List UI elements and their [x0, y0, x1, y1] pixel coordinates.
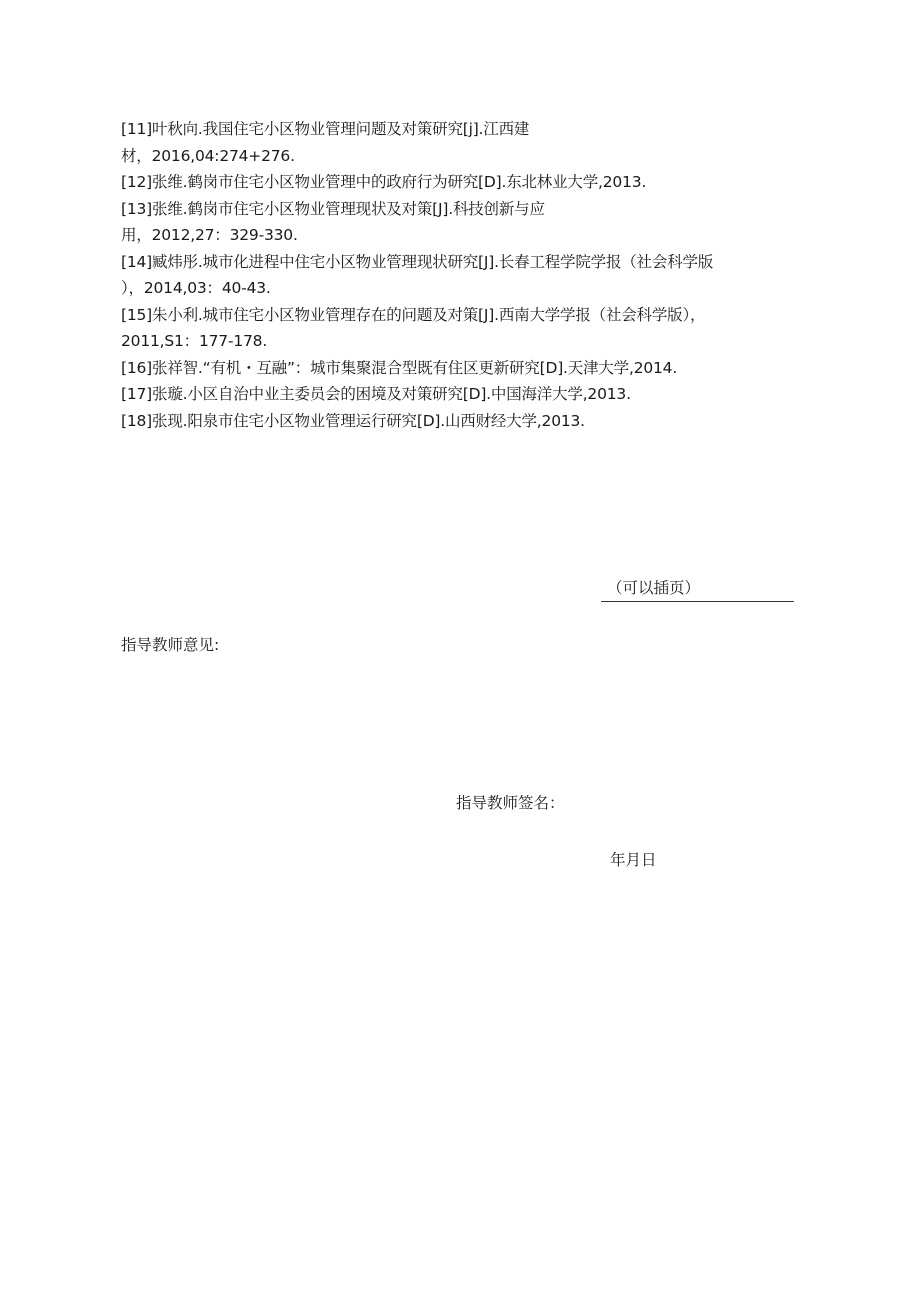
- reference-line: [11]叶秋向.我国住宅小区物业管理问题及对策研究[j].江西建: [121, 120, 530, 138]
- reference-line: [18]张现.阳泉市住宅小区物业管理运行研究[D].山西财经大学,2013.: [121, 411, 585, 430]
- insert-page-note-text: （可以插页）: [607, 579, 701, 597]
- reference-line: 材，2016,04:274+276.: [121, 146, 295, 165]
- reference-line: [16]张祥智.“有机・互融”：城市集聚混合型既有住区更新研究[D].天津大学,2014.: [121, 358, 678, 377]
- advisor-opinion-label: 指导教师意见:: [121, 636, 220, 654]
- reference-line: 用，2012,27：329-330.: [121, 226, 298, 244]
- advisor-signature-label: 指导教师签名：: [456, 794, 565, 812]
- reference-line: [12]张维.鹤岗市住宅小区物业管理中的政府行为研究[D].东北林业大学,2013.: [121, 173, 647, 191]
- reference-line: ），2014,03：40-43.: [121, 279, 271, 297]
- reference-line: [15]朱小利.城市住宅小区物业管理存在的问题及对策[J].西南大学学报（社会科学版），: [121, 305, 706, 324]
- reference-line: 2011,S1：177-178.: [121, 332, 268, 350]
- reference-line: [17]张璇.小区自治中业主委员会的困境及对策研究[D].中国海洋大学,2013.: [121, 385, 631, 403]
- reference-line: [14]臧炜彤.城市化进程中住宅小区物业管理现状研究[J].长春工程学院学报（社会科学版: [121, 252, 714, 271]
- reference-line: [13]张维.鹤岗市住宅小区物业管理现状及对策[J].科技创新与应: [121, 199, 545, 218]
- date-label: 年月日: [610, 851, 657, 869]
- insert-page-note: [601, 577, 794, 602]
- reference-list: [121, 116, 801, 434]
